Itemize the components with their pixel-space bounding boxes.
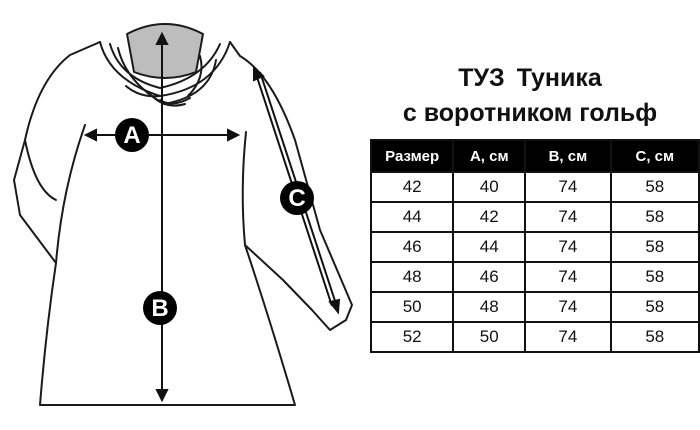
cell-size: 44 (371, 202, 453, 232)
cell-c: 58 (611, 322, 699, 352)
cell-a: 50 (453, 322, 525, 352)
cell-size: 42 (371, 172, 453, 202)
body-outline (14, 42, 352, 405)
cell-c: 58 (611, 232, 699, 262)
cell-a: 48 (453, 292, 525, 322)
header-c: C, см (611, 140, 699, 172)
cell-b: 74 (525, 172, 610, 202)
marker-c (280, 181, 314, 215)
cell-a: 42 (453, 202, 525, 232)
cell-c: 58 (611, 262, 699, 292)
product-title (360, 63, 700, 93)
svg-text:A: A (123, 122, 141, 149)
arrow-a-head-right (228, 130, 238, 140)
header-b: B, см (525, 140, 610, 172)
cell-size: 48 (371, 262, 453, 292)
cell-size: 46 (371, 232, 453, 262)
table-row (371, 322, 699, 352)
cell-b: 74 (525, 292, 610, 322)
cell-c: 58 (611, 172, 699, 202)
marker-a (115, 118, 149, 152)
back-neckline (127, 24, 203, 78)
header-a: A, см (453, 140, 525, 172)
table-row (371, 262, 699, 292)
header-size: Размер (371, 140, 453, 172)
cell-a: 44 (453, 232, 525, 262)
size-table-header (371, 140, 699, 172)
cell-b: 74 (525, 322, 610, 352)
right-sleeve-seam (243, 132, 246, 245)
cell-c: 58 (611, 292, 699, 322)
cell-a: 40 (453, 172, 525, 202)
cell-a: 46 (453, 262, 525, 292)
table-row (371, 202, 699, 232)
cell-c: 58 (611, 202, 699, 232)
table-row (371, 232, 699, 262)
cell-size: 52 (371, 322, 453, 352)
table-row (371, 292, 699, 322)
left-sleeve-inner (25, 140, 56, 200)
cell-size: 50 (371, 292, 453, 322)
product-subtitle: с воротником гольф (402, 99, 658, 127)
product-name: Туника (516, 64, 602, 92)
marker-b (143, 291, 177, 325)
svg-text:C: C (288, 185, 306, 212)
cell-b: 74 (525, 262, 610, 292)
table-row (371, 172, 699, 202)
cell-b: 74 (525, 232, 610, 262)
product-code: ТУЗ (458, 64, 505, 92)
svg-text:B: B (151, 295, 169, 322)
left-sleeve-seam (56, 125, 85, 263)
arrow-a-head-left (86, 130, 96, 140)
cell-b: 74 (525, 202, 610, 232)
arrow-b-head-bottom (157, 390, 167, 400)
size-table (370, 139, 700, 353)
